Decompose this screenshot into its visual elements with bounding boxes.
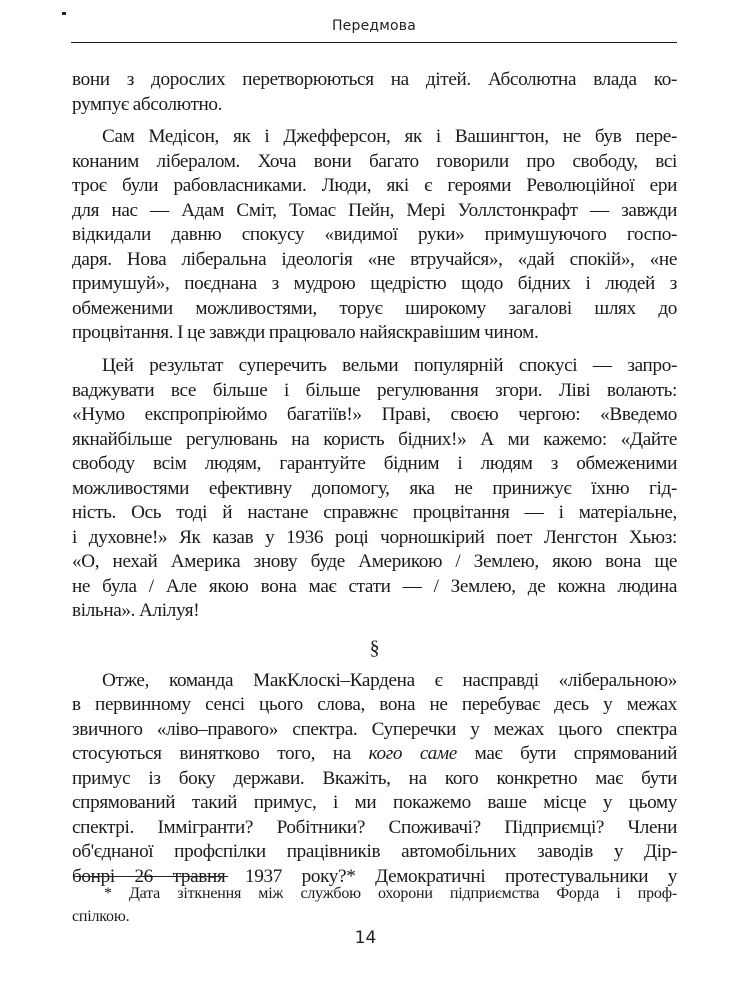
section-sign: § xyxy=(369,637,380,660)
text-line: «О, нехай Америка знову буде Америкою / Землею, якою вона ще xyxy=(72,551,677,573)
footnote-line: * Дата зіткнення між службою охорони підприємства Форда і проф- xyxy=(104,885,677,902)
text-line: вони з дорослих перетворюються на дітей. Абсолютна влада ко- xyxy=(72,69,677,90)
text-fragment: стосуються винятково того, на xyxy=(72,743,369,765)
scan-mark xyxy=(62,12,66,15)
text-line: вільна». Алілуя! xyxy=(72,600,200,622)
footnote-line: спілкою. xyxy=(72,908,130,925)
text-line: Цей результат суперечить вельми популярній спокусі — запро- xyxy=(102,355,677,377)
text-line: Отже, команда МакКлоскі–Кардена є насправді «ліберальною» xyxy=(102,669,677,691)
text-line: процвітання. І це завжди працювало найяскравішим чином. xyxy=(72,322,539,344)
text-line: не була / Але якою вона має стати — / Землею, де кожна людина xyxy=(72,575,677,597)
text-line: даря. Нова ліберальна ідеологія «не втручайся», «дай спокій», «не xyxy=(72,248,677,270)
running-head: Передмова xyxy=(331,18,417,34)
text-line: якнайбільше регулювань на користь бідних!» А ми кажемо: «Дайте xyxy=(72,428,677,450)
text-line: Сам Медісон, як і Джефферсон, як і Вашингтон, не був пере- xyxy=(102,126,677,148)
header-rule xyxy=(71,42,677,43)
text-line: обмеженими можливостями, торує широкому загалові шлях до xyxy=(72,297,677,319)
text-line: примус із боку держави. Вкажіть, на кого конкретно має бути xyxy=(72,767,677,789)
text-line: спектрі. Іммігранти? Робітники? Споживачі? Підприємці? Члени xyxy=(72,816,677,838)
text-line: конаним лібералом. Хоча вони багато говорили про свободу, всі xyxy=(72,150,677,172)
text-line-with-italic xyxy=(72,742,677,767)
text-line: бонрі 26 травня 1937 року?* Демократичні протестувальники у xyxy=(72,865,677,887)
page-number: 14 xyxy=(354,928,377,948)
body-text xyxy=(72,68,677,890)
paragraph-2 xyxy=(72,125,677,346)
text-line: в первинному сенсі цього слова, вона не перебуває десь у межах xyxy=(72,694,677,716)
paragraph-4 xyxy=(72,669,677,890)
text-line: ваджувати все більше і більше регулювання згори. Ліві волають: xyxy=(72,379,677,401)
text-line: спрямований такий примус, і ми покажемо ваше місце у цьому xyxy=(72,792,677,814)
text-line: румпує абсолютно. xyxy=(72,93,223,115)
text-line: ність. Ось тоді й настане справжнє процвітання — і матеріальне, xyxy=(72,502,677,524)
text-line: «Нумо експропріюймо багатіїв!» Праві, своєю чергою: «Введемо xyxy=(72,404,677,426)
footnote-rule xyxy=(74,876,228,877)
paragraph-1 xyxy=(72,68,677,117)
text-line: об'єднаної профспілки працівників автомобільних заводів у Дір- xyxy=(72,841,677,863)
text-line: можливостями ефективну допомогу, яка не принижує їхню гід- xyxy=(72,477,677,499)
text-line: звичного «ліво–правого» спектра. Суперечки у межах цього спектра xyxy=(72,718,677,740)
footnote xyxy=(72,882,677,928)
text-line: свободу всім людям, гарантуйте бідним і людям з обмеженими xyxy=(72,453,677,475)
text-line: примушуй», поєднана з мудрою щедрістю щодо бідних і людей з xyxy=(72,273,677,295)
italic-emphasis: кого саме xyxy=(368,743,457,765)
text-line: для нас — Адам Сміт, Томас Пейн, Мері Уоллстонкрафт — завжди xyxy=(72,199,677,221)
text-fragment: має бути спрямований xyxy=(456,743,677,765)
text-line: троє були рабовласниками. Люди, які є героями Революційної ери xyxy=(72,175,677,197)
paragraph-3 xyxy=(72,354,677,624)
text-line: відкидали давню спокусу «видимої руки» примушуючого госпо- xyxy=(72,224,677,246)
text-line: і духовне!» Як казав у 1936 році чорношкірий поет Ленгстон Хьюз: xyxy=(72,526,677,548)
